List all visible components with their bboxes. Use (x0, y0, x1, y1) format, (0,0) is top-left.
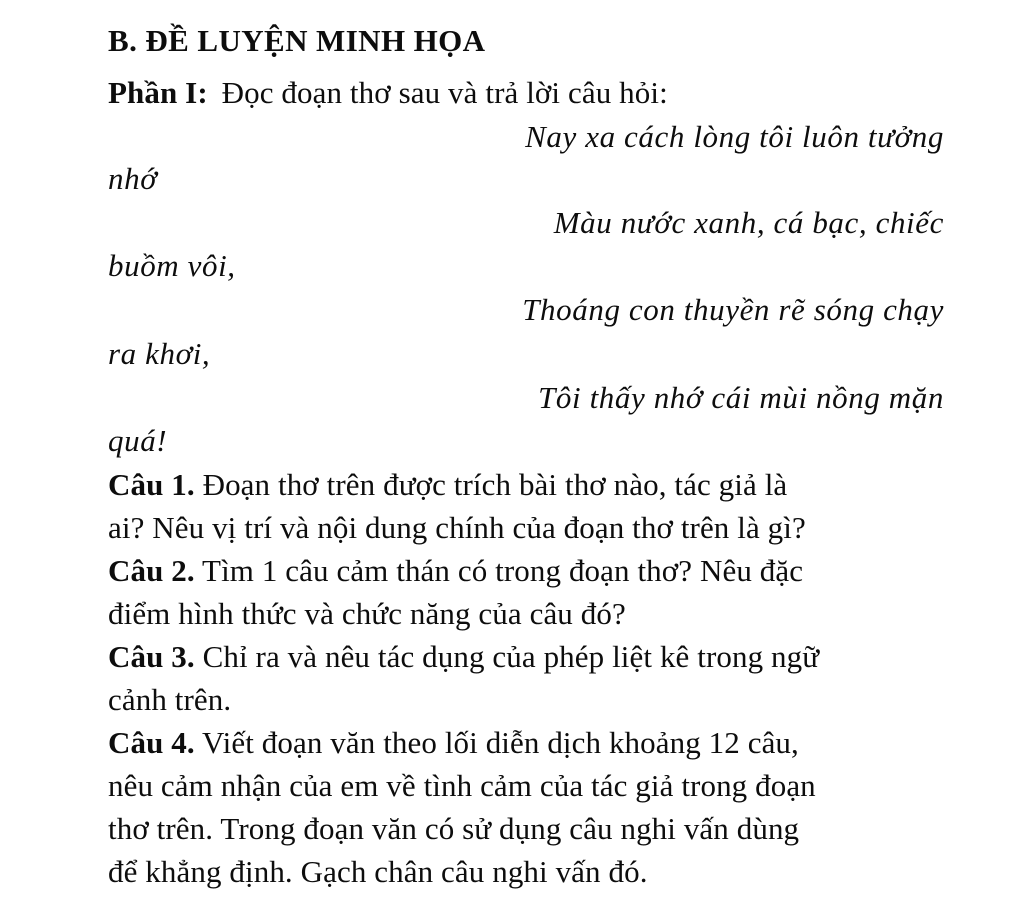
question-2-label: Câu 2. (108, 553, 195, 588)
part-instruction (108, 72, 668, 114)
poem-line-1: Nay xa cách lòng tôi luôn tưởng (525, 119, 944, 154)
question-3 (108, 636, 819, 678)
question-4-label: Câu 4. (108, 725, 195, 760)
question-1-text-line-1: Đoạn thơ trên được trích bài thơ nào, tác giả là (202, 467, 788, 502)
question-4 (108, 722, 799, 764)
poem-line-2: Màu nước xanh, cá bạc, chiếc (553, 205, 944, 240)
poem-line-4-wrap: quá! (108, 423, 168, 458)
question-3-text-line-2: cảnh trên. (108, 682, 232, 717)
question-4-text-line-2: nêu cảm nhận của em về tình cảm của tác giả trong đoạn (108, 768, 816, 803)
part-instruction-text: Đọc đoạn thơ sau và trả lời câu hỏi: (221, 75, 668, 110)
poem-line-4: Tôi thấy nhớ cái mùi nồng mặn (538, 380, 944, 415)
question-1-text-line-2: ai? Nêu vị trí và nội dung chính của đoạn thơ trên là gì? (108, 510, 806, 545)
poem-line-2-wrap: buồm vôi, (108, 248, 236, 283)
question-2-text-line-2: điểm hình thức và chức năng của câu đó? (108, 596, 626, 631)
poem-line-1-wrap: nhớ (108, 161, 158, 196)
question-2-text-line-1: Tìm 1 câu cảm thán có trong đoạn thơ? Nêu đặc (202, 553, 804, 588)
section-title: B. ĐỀ LUYỆN MINH HỌA (108, 23, 486, 58)
question-4-text-line-4: để khẳng định. Gạch chân câu nghi vấn đó. (108, 854, 648, 889)
question-2 (108, 550, 803, 592)
poem-line-3-wrap: ra khơi, (108, 336, 211, 371)
poem-line-3: Thoáng con thuyền rẽ sóng chạy (522, 292, 944, 327)
question-1 (108, 464, 787, 506)
question-3-label: Câu 3. (108, 639, 195, 674)
question-4-text-line-3: thơ trên. Trong đoạn văn có sử dụng câu nghi vấn dùng (108, 811, 800, 846)
question-1-label: Câu 1. (108, 467, 195, 502)
question-3-text-line-1: Chỉ ra và nêu tác dụng của phép liệt kê trong ngữ (202, 639, 820, 674)
question-4-text-line-1: Viết đoạn văn theo lối diễn dịch khoảng 12 câu, (202, 725, 799, 760)
part-label: Phần I: (108, 75, 208, 110)
